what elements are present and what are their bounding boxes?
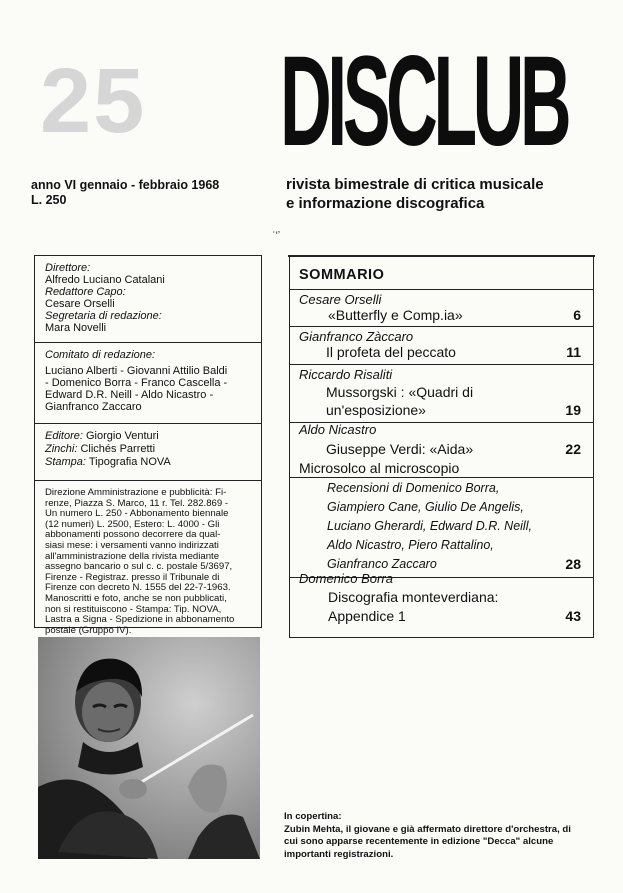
issue-meta (31, 178, 219, 208)
director-name: Alfredo Luciano Catalani (45, 274, 165, 286)
toc-rule (290, 364, 593, 365)
committee-line: Edward D.R. Neill - Aldo Nicastro - (45, 389, 214, 401)
printer-name: Tipografia NOVA (88, 456, 171, 468)
toc-reviewers-line: Gianfranco Zaccaro (327, 557, 437, 571)
staff-publishing (35, 424, 261, 481)
committee-line: Gianfranco Zaccaro (45, 401, 142, 413)
secretary-name: Mara Novelli (45, 322, 107, 334)
toc-article-title: Mussorgski : «Quadri di (326, 384, 474, 400)
toc-page: 11 (566, 344, 581, 360)
staff-box (34, 255, 262, 636)
admin-line: renze, Piazza S. Marco, 11 r. Tel. 282.869 - (45, 497, 229, 509)
staff-directors (35, 256, 261, 343)
admin-line: assegno bancario o sul c. c. postale 5/3697, (45, 561, 233, 573)
toc-article-title: Appendice 1 (328, 608, 406, 624)
director-label: Direttore: (45, 262, 91, 274)
admin-line: Firenze con decreto N. 1555 del 22-7-1963. (45, 582, 231, 594)
toc-author: Domenico Borra (299, 571, 393, 586)
engraver-row (45, 443, 251, 456)
issue-number: 25 (40, 50, 147, 152)
committee-line: - Domenico Borra - Franco Cascella - (45, 377, 228, 389)
toc-author: Aldo Nicastro (299, 422, 377, 437)
printer-row (45, 456, 251, 469)
toc-reviewers-line: Recensioni di Domenico Borra, (327, 481, 500, 495)
admin-line: postale (Gruppo IV). (45, 624, 132, 636)
admin-line: Un numero L. 250 - Abbonamento biennale (45, 508, 229, 520)
engraver-name: Clichés Parretti (80, 443, 156, 455)
chief-editor-label: Redattore Capo: (45, 286, 126, 298)
publisher-row (45, 430, 251, 443)
toc-reviewers-line: Aldo Nicastro, Piero Rattalino, (327, 538, 494, 552)
cover-caption (284, 811, 584, 861)
admin-line: non si restituiscono - Stampa: Tip. NOVA, (45, 603, 222, 615)
staff-administration (35, 481, 261, 640)
toc-article-title: Discografia monteverdiana: (328, 589, 499, 605)
toc-reviewers-line: Luciano Gherardi, Edward D.R. Neill, (327, 519, 532, 533)
tagline-line-1: rivista bimestrale di critica musicale (286, 176, 544, 193)
toc-rule (290, 289, 593, 290)
admin-line: siasi mese: i versamenti vanno indirizzati (45, 539, 219, 551)
toc-page: 19 (565, 402, 581, 418)
toc-page: 28 (565, 556, 581, 572)
committee-label: Comitato di redazione: (45, 349, 156, 361)
issue-price: L. 250 (31, 193, 67, 207)
toc-section-title: Microsolco al microscopio (299, 460, 460, 476)
toc-rule (290, 477, 593, 478)
toc-page: 6 (573, 307, 581, 323)
caption-text: Zubin Mehta, il giovane e già affermato direttore d'orchestra, di cui sono apparse recentemente in edizione "Decca" alcune importanti registrazioni. (284, 823, 571, 860)
toc-author: Riccardo Risaliti (299, 367, 393, 382)
tagline-line-2: e informazione discografica (286, 195, 485, 212)
admin-line: all'amministrazione della rivista mediante (45, 550, 220, 562)
magazine-logo: DISCLUB (280, 30, 568, 173)
admin-line: Manoscritti e foto, anche se non pubblicati, (45, 592, 227, 604)
toc-article-title: Giuseppe Verdi: «Aida» (326, 441, 474, 457)
caption-heading: In copertina: (284, 811, 342, 822)
committee-line: Luciano Alberti - Giovanni Attilio Baldi (45, 365, 228, 377)
toc-title: SOMMARIO (299, 267, 385, 283)
publisher-name: Giorgio Venturi (85, 430, 159, 442)
toc-top-rule (288, 255, 595, 257)
secretary-label: Segretaria di redazione: (45, 310, 162, 322)
toc-article-title: un'esposizione» (326, 402, 426, 418)
toc-rule (290, 326, 593, 327)
toc-page: 22 (565, 441, 581, 457)
printer-label: Stampa: (45, 456, 86, 468)
tagline (286, 175, 544, 213)
toc-author: Cesare Orselli (299, 292, 382, 307)
ink-mark: ʿ'ʼ (272, 230, 281, 242)
admin-line: Firenze - Registraz. presso il Tribunale di (45, 571, 220, 583)
conductor-photo (38, 637, 260, 859)
admin-line: Lastra a Signa - Spedizione in abbonamento (45, 614, 235, 626)
publisher-label: Editore: (45, 430, 83, 442)
admin-line: (12 numeri) L. 2500, Estero: L. 4000 - Gli (45, 518, 220, 530)
staff-committee (35, 343, 261, 424)
toc-article-title: Il profeta del peccato (326, 344, 456, 360)
chief-editor-name: Cesare Orselli (45, 298, 115, 310)
table-of-contents (289, 255, 594, 638)
toc-page: 43 (565, 608, 581, 624)
engraver-label: Zinchi: (45, 443, 78, 455)
admin-line: Direzione Amministrazione e pubblicità: Fi- (45, 487, 227, 498)
issue-date: anno VI gennaio - febbraio 1968 (31, 178, 220, 192)
toc-article-title: «Butterfly e Comp.ia» (328, 307, 463, 323)
cover-photo (38, 637, 260, 859)
toc-reviewers-line: Giampiero Cane, Giulio De Angelis, (327, 500, 524, 514)
toc-author: Gianfranco Zàccaro (299, 329, 414, 344)
admin-line: abbonamenti possono decorrere da qual- (45, 529, 221, 541)
